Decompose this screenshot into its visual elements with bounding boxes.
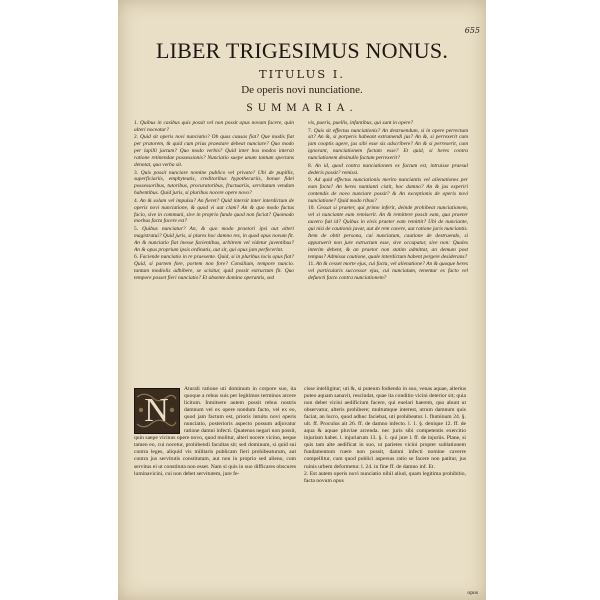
catchword: opus [467, 590, 478, 596]
body-paragraph: Aturali ratione uti dominum in corpore suo, ita quoque a rebus suis per legitimos terminos arcere licitum. Inmitsere autem possit rebus nostris damnum vel ex opere nondum facto, vel ex eo, quod jam factum est, prioris intuitu novi operis nunciatio, posterioris aspecto possum adjuvatur ratione damni infecti. Quatenus negari non possit, quin saepe vicinus opere novo, quod molitur, alteri nocere vicino, neque tamen eo, cui nocetur, prohibendi facultas sit; sed dominum, si quid sui contra leges, aliquid vis militaris publicam fieri prohibeaturum, aut contra jus servitutis constitutam, aut non in proprio sed alieno, cum servitus ei ut constituta non esset. Nam si quis in suo difficares obscures luminavicini, cui non debet servitutem, jure fe- [134, 386, 296, 477]
body-right-column [304, 386, 466, 592]
summary-item: 7. Quis sit effectus nunciationis? An destruendum, si in opere perrectum sit? An &, si porperis habeant extrumendi jus? An &, si perrexerit cum jam cooptis agere, jus sibi esse sis adscribere? An & si perrexerit, cum ignorant, nunciationem factam esse? Et quid, si heres contra nunciationem desinullo factum perrexerit? [308, 127, 468, 162]
subtitle: De operis novi nunciatione. [241, 84, 363, 96]
summaria-right-column [308, 120, 468, 392]
summary-item: 11. An & cesset morte ejus, cui facta, vel alienatione? An & quoque heres vel particularis successor ejus, cui nunciatum, tenentur ex facto vel defuncti facto contra nunciationem? [308, 261, 468, 281]
decorated-initial [134, 388, 180, 434]
summary-item: 5. Quibus nunciatur? An, & quo modo praetori ipsi aut alteri magistratui? Quid juris, si plures hoc damno res, in quod opus novum fit. An & nunciatio fiat inesse facientibus, arbitrem vel videtur juventibus? An & opus proprium ipsis ordinatis, aut sit, qui opus jam perfecerint. [134, 225, 294, 253]
summary-item: 8. An id, quod contra nunciationem ex factum est, intruisse praesul dederis possit? remissi. [308, 162, 468, 176]
body-paragraph-2: 2. Est autem operis novi nunciatio nihil aliud, quam legitima prohibitio, facta novum opus [304, 470, 466, 484]
summary-item: 6. Faciende nunciatio in re praesente. Quid, si in pluribus locis opus fiat? Quid, si partem fore, portem non fore? Consilium, tempore nuncio. tantum modiolis adhibere, se scisitur, quid possit extructum fit. Quo tempore posset fieri nunciatio? Et absente domino operantis, sed [134, 254, 294, 281]
summaria-left-column [134, 120, 294, 392]
body-left-column [134, 386, 296, 592]
summary-item: 3. Quis possit nunciare nomine publico vel privato? Ubi de pupillis, superficiariis, emphyteutis, creditoribus hypothecariis, bonae fidei possessoribus, tutoribus, procuratoribus, fructuariis, servitutum vendam habentibus. Quid juris, si pluribus nocere opere novo? [134, 169, 294, 197]
summary-item: 4. An & solam vel impulsu? An fieret? Quid intersit inter interdictum de operis novi nunciatione, & quod vi aut clam? An & quo modo factus facio, sive in communi, sive in proprio fundo quod non faciat? Quomodo morbus facta facere est? [134, 197, 294, 225]
summary-item: 9. Ad quid effectus nunciationis merito nunciantis vel alienationes per eum facta? An heres nuntianti cistit, hoc damno? An & jus experiri contendis de novo nunciare possit? & An exceptionis de operis novi nunciatione? Quid modo ribus? [308, 177, 468, 204]
summary-item: vis, pueris, puellis, infantibus, qui sunt in opere? [308, 120, 414, 126]
book-header: LIBER TRIGESIMUS NONUS. [155, 38, 449, 63]
initial-letter: N [144, 392, 169, 429]
title-heading: TITULUS I. [258, 67, 345, 81]
body-paragraph: cisse intelligitur; uti &, si puteum fodiendo in suo, venas aquae, alterius puteo aquam sanavit, rescindat, quae ita conditio vicini deterior sit; quia non debet vicini aedificium facere, qui euelari haerem, quo abunt ut observatur, alteris prohibere; multumque interest, utrum damnum quis faciat, an lucro, quod adhuc faciebat, uti prohibeatur. l. fluminum 24. §. ult. ff. Proculus ait 26. ff. de damno infecto. l. 1. §. denique 12. ff. de aqua & aquae pluviae arcenda. nec juris sibi competentis exercitio injuriam habet. l. injuriarum 13. §. 1. qui jure l. ff. de injuriis. Plane, si quis tam alte aedificat in suo, ut parietes vicini propter sublationem fundamentum ruere non possit, damni infecti nomine caverre compellitur, cum quod publici aspersus ratio se facere non patitur, jus ruinis urbem deformetur. l. 24. in fine ff. de damno inf. Et. [304, 386, 466, 470]
book-page [118, 0, 486, 600]
summary-item: 2. Quid sit operis novi nunciatio? Ob quas causas fiat? Que modis fiat per pratorem, & quid cum prius praestare debeat nunciare? Quo modo per lapilli jactum? Quo modo verbis? Quid inter hos modos intersit ratione retinendae possessionis? Nunciatio saepe unum tantum spectans denotat, qua verba sit. [134, 134, 294, 169]
summary-item: 1. Quibus in casibus quis possit vel non possit opus novum facere, quin alteri noceatur? [134, 120, 294, 133]
summary-item: 10. Cessat si praeter, qui primo inferit, deinde prohibeat nunciationem, vel si nunciante eum remiserit. An & remittere possit eam, qua praeter auvero fuit id? Quibus in eivis praeter eam remittit? Ubi de nunciante, qui nisi de cautionis juvat, aut de rem cavere, aut ratione juris nunciantis. Item de obtit persona, cui nunciatum, cautione de destruendo, si apparuerit non jure extructum esse, sive occupatur, sive non: Quales interim debent, & an praetor non statim admittat, an demum post tempus? Admissa cautione, quale interdictum habent pergere desiderans? [308, 205, 468, 260]
page-number: 655 [464, 26, 480, 35]
summaria-heading: SUMMARIA. [246, 102, 358, 114]
